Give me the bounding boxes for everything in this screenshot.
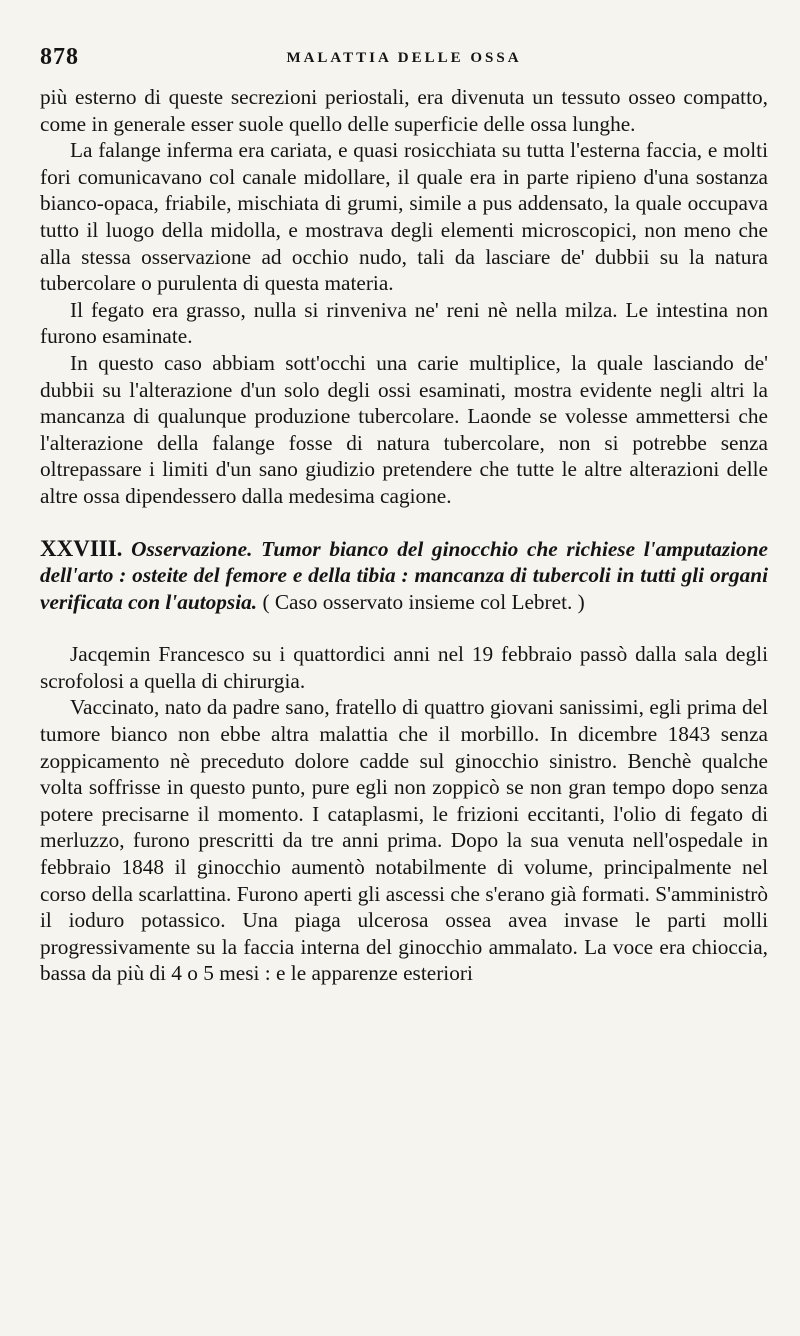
case-note: ( Caso osservato insieme col Lebret. ) bbox=[262, 589, 585, 614]
paragraph-patient-history: Vaccinato, nato da padre sano, fratello di quattro giovani sanissimi, egli prima del tumore bianco non ebbe altra malattia che il morbillo. In dicembre 1843 senza zoppicamento nè preceduto dolore cadde sul ginocchio sinistro. Benchè qualche volta soffrisse in questo punto, pure egli non zoppicò se non gran tempo dopo senza potere precisarne il momento. I cataplasmi, le frizioni eccitanti, l'olio di fegato di merluzzo, furono prescritti da tre anni prima. Dopo la sua venuta nell'ospedale in febbraio 1848 il ginocchio aumentò notabilmente di volume, principalmente nel corso della scarlattina. Furono aperti gli ascessi che s'erano già formati. S'amministrò il ioduro potassico. Una piaga ulcerosa ossea avea invase le parti molli progressivamente su la faccia interna del ginocchio ammalato. La voce era chioccia, bassa da più di 4 o 5 mesi : e le apparenze esteriori bbox=[40, 695, 768, 986]
page-header bbox=[40, 44, 768, 84]
page-number: 878 bbox=[40, 44, 79, 70]
running-head: MALATTIA DELLE OSSA bbox=[286, 50, 522, 66]
paragraph-conclusion: In questo caso abbiam sott'occhi una carie multiplice, la quale lasciando de' dubbii su l'alterazione d'un solo degli ossi esaminati, mostra evidente negli altri la mancanza di qualunque produzione tubercolare. Laonde se volesse ammettersi che l'alterazione della falange fosse di natura tubercolare, non si potrebbe senza oltrepassare i limiti d'un sano giudizio pretendere che tutte le altre alterazioni delle altre ossa dipendessero dalla medesima cagione. bbox=[40, 350, 768, 508]
case-label: XXVIII. bbox=[40, 535, 123, 561]
paragraph-continuation: più esterno di queste secrezioni periostali, era divenuta un tessuto osseo compatto, come in generale esser suole quello delle superficie delle ossa lunghe. bbox=[40, 85, 768, 136]
case-title: Osservazione. Tumor bianco del ginocchio che richiese l'amputazione dell'arto : osteite del femore e della tibia : mancanza di tubercoli in tutti gli organi verificata con l'autopsia. bbox=[40, 536, 768, 614]
paragraph-fegato: Il fegato era grasso, nulla si rinveniva ne' reni nè nella milza. Le intestina non furono esaminate. bbox=[40, 297, 768, 349]
paragraph-falange: La falange inferma era cariata, e quasi rosicchiata su tutta l'esterna faccia, e molti fori comunicavano col canale midollare, il quale era in parte ripieno d'una sostanza bianco-opaca, friabile, mischiata di grumi, simile a pus addensato, la quale occupava tutto il luogo della midolla, e mostrava degli elementi microscopici, non meno che alla stessa osservazione ad occhio nudo, tali da lasciare de' dubbii su la natura tubercolare o purulenta di questa materia. bbox=[40, 138, 768, 296]
body-text bbox=[40, 84, 768, 987]
case-heading bbox=[40, 536, 768, 616]
paragraph-patient-intro: Jacqemin Francesco su i quattordici anni nel 19 febbraio passò dalla sala degli scrofolosi a quella di chirurgia. bbox=[40, 642, 768, 693]
